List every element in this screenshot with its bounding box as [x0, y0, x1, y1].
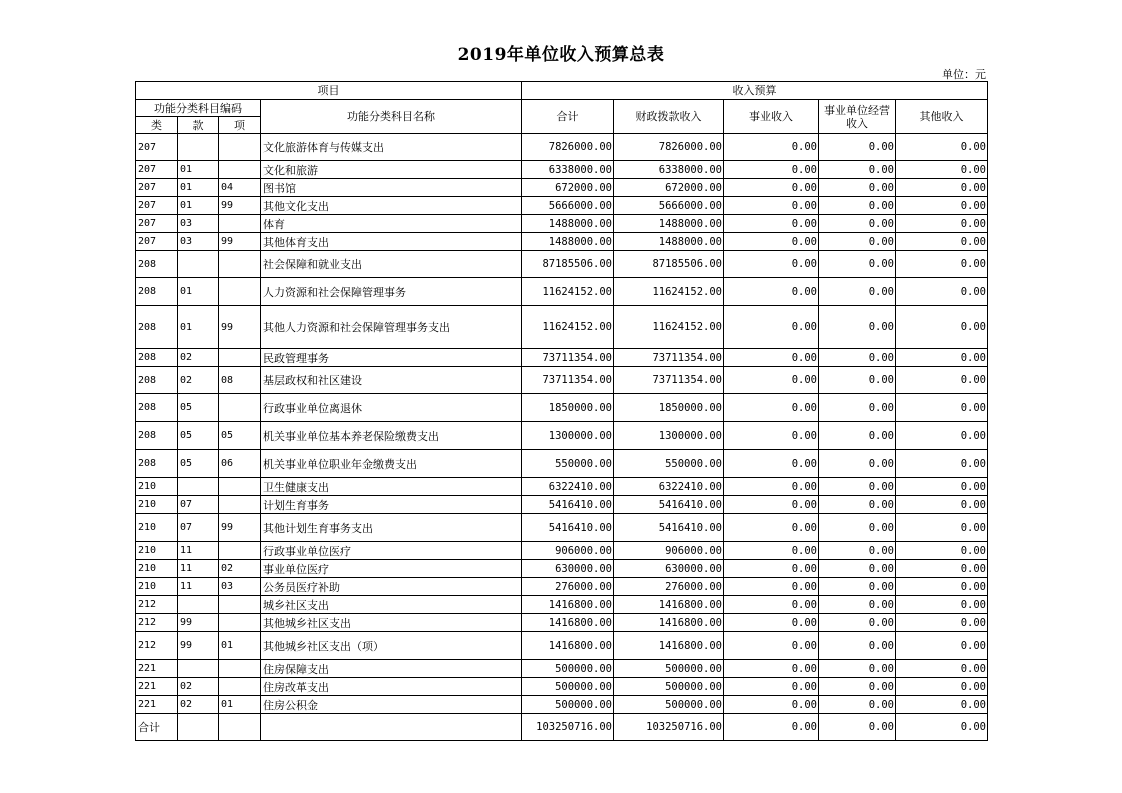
table-row	[136, 422, 988, 450]
row-total: 906000.00	[522, 542, 614, 560]
row-business: 0.00	[724, 514, 819, 542]
row-fiscal: 73711354.00	[614, 349, 724, 367]
row-total: 73711354.00	[522, 349, 614, 367]
table-row	[136, 542, 988, 560]
row-kuan: 01	[178, 179, 219, 197]
row-xiang: 03	[219, 578, 261, 596]
header-other: 其他收入	[896, 100, 988, 134]
row-xiang	[219, 161, 261, 179]
row-fiscal: 630000.00	[614, 560, 724, 578]
row-kuan	[178, 251, 219, 278]
row-other: 0.00	[896, 578, 988, 596]
row-total: 500000.00	[522, 660, 614, 678]
row-fiscal: 500000.00	[614, 660, 724, 678]
row-total: 500000.00	[522, 696, 614, 714]
row-kuan	[178, 478, 219, 496]
row-kuan: 03	[178, 233, 219, 251]
row-operating: 0.00	[819, 560, 896, 578]
row-xiang	[219, 660, 261, 678]
row-fiscal: 1416800.00	[614, 632, 724, 660]
row-lei: 210	[136, 478, 178, 496]
row-operating: 0.00	[819, 578, 896, 596]
row-name: 住房改革支出	[261, 678, 522, 696]
totals-row	[136, 714, 988, 741]
table-row	[136, 179, 988, 197]
row-business: 0.00	[724, 306, 819, 349]
row-fiscal: 1300000.00	[614, 422, 724, 450]
row-fiscal: 1488000.00	[614, 215, 724, 233]
row-other: 0.00	[896, 233, 988, 251]
row-total: 1416800.00	[522, 632, 614, 660]
row-xiang	[219, 134, 261, 161]
row-kuan: 01	[178, 161, 219, 179]
row-kuan: 99	[178, 614, 219, 632]
header-xiang: 项	[219, 117, 261, 134]
row-xiang	[219, 349, 261, 367]
row-total: 11624152.00	[522, 278, 614, 306]
row-business: 0.00	[724, 161, 819, 179]
row-business: 0.00	[724, 422, 819, 450]
row-kuan: 02	[178, 367, 219, 394]
row-other: 0.00	[896, 696, 988, 714]
row-business: 0.00	[724, 278, 819, 306]
header-income-budget: 收入预算	[522, 82, 988, 100]
row-name: 公务员医疗补助	[261, 578, 522, 596]
row-operating: 0.00	[819, 496, 896, 514]
header-func-name: 功能分类科目名称	[261, 100, 522, 134]
row-total: 73711354.00	[522, 367, 614, 394]
row-other: 0.00	[896, 560, 988, 578]
row-business: 0.00	[724, 632, 819, 660]
row-xiang: 99	[219, 514, 261, 542]
row-lei: 208	[136, 349, 178, 367]
row-xiang	[219, 251, 261, 278]
row-kuan: 01	[178, 278, 219, 306]
row-total: 5666000.00	[522, 197, 614, 215]
row-name: 卫生健康支出	[261, 478, 522, 496]
row-lei: 210	[136, 560, 178, 578]
row-total: 5416410.00	[522, 496, 614, 514]
table-row	[136, 306, 988, 349]
row-lei: 210	[136, 514, 178, 542]
row-operating: 0.00	[819, 632, 896, 660]
row-operating: 0.00	[819, 678, 896, 696]
row-lei: 208	[136, 450, 178, 478]
row-xiang	[219, 478, 261, 496]
totals-empty-xiang	[219, 714, 261, 741]
row-xiang	[219, 394, 261, 422]
row-fiscal: 73711354.00	[614, 367, 724, 394]
row-other: 0.00	[896, 306, 988, 349]
row-kuan: 01	[178, 197, 219, 215]
table-row	[136, 251, 988, 278]
table-row	[136, 215, 988, 233]
row-xiang: 06	[219, 450, 261, 478]
row-other: 0.00	[896, 660, 988, 678]
row-total: 630000.00	[522, 560, 614, 578]
row-total: 5416410.00	[522, 514, 614, 542]
row-other: 0.00	[896, 514, 988, 542]
row-other: 0.00	[896, 251, 988, 278]
header-operating: 事业单位经营收入	[819, 100, 896, 134]
row-business: 0.00	[724, 542, 819, 560]
row-total: 1488000.00	[522, 215, 614, 233]
row-total: 1300000.00	[522, 422, 614, 450]
row-name: 人力资源和社会保障管理事务	[261, 278, 522, 306]
row-other: 0.00	[896, 596, 988, 614]
row-business: 0.00	[724, 496, 819, 514]
row-operating: 0.00	[819, 514, 896, 542]
row-business: 0.00	[724, 233, 819, 251]
row-business: 0.00	[724, 478, 819, 496]
row-business: 0.00	[724, 134, 819, 161]
row-other: 0.00	[896, 422, 988, 450]
row-lei: 212	[136, 632, 178, 660]
row-business: 0.00	[724, 560, 819, 578]
row-xiang	[219, 678, 261, 696]
table-row	[136, 660, 988, 678]
row-name: 其他城乡社区支出	[261, 614, 522, 632]
header-item: 项目	[136, 82, 522, 100]
row-fiscal: 500000.00	[614, 678, 724, 696]
row-lei: 212	[136, 614, 178, 632]
row-xiang: 01	[219, 632, 261, 660]
totals-label: 合计	[136, 714, 178, 741]
row-fiscal: 1416800.00	[614, 614, 724, 632]
row-fiscal: 500000.00	[614, 696, 724, 714]
row-business: 0.00	[724, 349, 819, 367]
row-lei: 207	[136, 197, 178, 215]
row-name: 文化和旅游	[261, 161, 522, 179]
table-body	[136, 134, 988, 714]
row-name: 体育	[261, 215, 522, 233]
row-kuan: 07	[178, 496, 219, 514]
row-operating: 0.00	[819, 251, 896, 278]
totals-total: 103250716.00	[522, 714, 614, 741]
row-lei: 208	[136, 251, 178, 278]
row-business: 0.00	[724, 394, 819, 422]
row-kuan	[178, 134, 219, 161]
row-kuan: 05	[178, 422, 219, 450]
row-kuan: 02	[178, 696, 219, 714]
row-other: 0.00	[896, 478, 988, 496]
totals-other: 0.00	[896, 714, 988, 741]
row-business: 0.00	[724, 614, 819, 632]
row-name: 文化旅游体育与传媒支出	[261, 134, 522, 161]
row-xiang: 99	[219, 233, 261, 251]
row-xiang	[219, 614, 261, 632]
row-name: 计划生育事务	[261, 496, 522, 514]
row-business: 0.00	[724, 660, 819, 678]
row-other: 0.00	[896, 349, 988, 367]
row-total: 1416800.00	[522, 596, 614, 614]
row-other: 0.00	[896, 496, 988, 514]
row-xiang	[219, 596, 261, 614]
row-total: 1850000.00	[522, 394, 614, 422]
row-fiscal: 11624152.00	[614, 306, 724, 349]
row-operating: 0.00	[819, 660, 896, 678]
row-operating: 0.00	[819, 696, 896, 714]
row-name: 机关事业单位基本养老保险缴费支出	[261, 422, 522, 450]
header-lei: 类	[136, 117, 178, 134]
row-name: 其他文化支出	[261, 197, 522, 215]
row-fiscal: 7826000.00	[614, 134, 724, 161]
table-row	[136, 696, 988, 714]
row-other: 0.00	[896, 632, 988, 660]
table-row	[136, 349, 988, 367]
row-name: 事业单位医疗	[261, 560, 522, 578]
row-xiang	[219, 542, 261, 560]
row-xiang	[219, 278, 261, 306]
row-name: 机关事业单位职业年金缴费支出	[261, 450, 522, 478]
row-name: 住房公积金	[261, 696, 522, 714]
row-kuan: 05	[178, 450, 219, 478]
row-business: 0.00	[724, 179, 819, 197]
row-name: 其他体育支出	[261, 233, 522, 251]
row-kuan	[178, 660, 219, 678]
row-operating: 0.00	[819, 278, 896, 306]
row-name: 其他城乡社区支出（项）	[261, 632, 522, 660]
row-name: 民政管理事务	[261, 349, 522, 367]
unit-label: 单位：元	[942, 68, 986, 81]
row-fiscal: 906000.00	[614, 542, 724, 560]
row-kuan: 02	[178, 349, 219, 367]
row-lei: 207	[136, 161, 178, 179]
row-xiang: 08	[219, 367, 261, 394]
row-operating: 0.00	[819, 179, 896, 197]
row-business: 0.00	[724, 678, 819, 696]
row-fiscal: 6338000.00	[614, 161, 724, 179]
row-fiscal: 1850000.00	[614, 394, 724, 422]
row-name: 图书馆	[261, 179, 522, 197]
row-business: 0.00	[724, 596, 819, 614]
row-lei: 208	[136, 422, 178, 450]
row-operating: 0.00	[819, 134, 896, 161]
table-row	[136, 596, 988, 614]
table-row	[136, 197, 988, 215]
row-other: 0.00	[896, 542, 988, 560]
row-total: 6322410.00	[522, 478, 614, 496]
row-lei: 207	[136, 215, 178, 233]
row-xiang: 02	[219, 560, 261, 578]
row-operating: 0.00	[819, 542, 896, 560]
row-other: 0.00	[896, 367, 988, 394]
row-other: 0.00	[896, 450, 988, 478]
row-xiang	[219, 496, 261, 514]
row-lei: 207	[136, 233, 178, 251]
row-operating: 0.00	[819, 394, 896, 422]
row-total: 11624152.00	[522, 306, 614, 349]
row-xiang	[219, 215, 261, 233]
table-row	[136, 278, 988, 306]
row-lei: 210	[136, 578, 178, 596]
row-operating: 0.00	[819, 349, 896, 367]
row-name: 基层政权和社区建设	[261, 367, 522, 394]
row-operating: 0.00	[819, 367, 896, 394]
row-fiscal: 1488000.00	[614, 233, 724, 251]
row-operating: 0.00	[819, 478, 896, 496]
table-row	[136, 578, 988, 596]
row-fiscal: 672000.00	[614, 179, 724, 197]
header-business: 事业收入	[724, 100, 819, 134]
row-business: 0.00	[724, 696, 819, 714]
row-lei: 212	[136, 596, 178, 614]
row-lei: 208	[136, 278, 178, 306]
row-other: 0.00	[896, 197, 988, 215]
row-lei: 210	[136, 496, 178, 514]
row-kuan: 11	[178, 542, 219, 560]
row-total: 1416800.00	[522, 614, 614, 632]
row-xiang: 01	[219, 696, 261, 714]
table-row	[136, 450, 988, 478]
row-other: 0.00	[896, 678, 988, 696]
row-operating: 0.00	[819, 161, 896, 179]
row-operating: 0.00	[819, 422, 896, 450]
row-fiscal: 11624152.00	[614, 278, 724, 306]
row-name: 行政事业单位离退休	[261, 394, 522, 422]
row-lei: 208	[136, 306, 178, 349]
row-xiang: 99	[219, 197, 261, 215]
row-business: 0.00	[724, 251, 819, 278]
table-row	[136, 678, 988, 696]
table-row	[136, 367, 988, 394]
row-kuan: 01	[178, 306, 219, 349]
table-row	[136, 632, 988, 660]
header-fiscal: 财政拨款收入	[614, 100, 724, 134]
row-fiscal: 5416410.00	[614, 496, 724, 514]
row-business: 0.00	[724, 215, 819, 233]
table-row	[136, 478, 988, 496]
row-xiang: 04	[219, 179, 261, 197]
row-other: 0.00	[896, 215, 988, 233]
row-other: 0.00	[896, 278, 988, 306]
row-lei: 210	[136, 542, 178, 560]
row-operating: 0.00	[819, 215, 896, 233]
totals-operating: 0.00	[819, 714, 896, 741]
row-business: 0.00	[724, 367, 819, 394]
totals-empty-kuan	[178, 714, 219, 741]
table-row	[136, 233, 988, 251]
row-lei: 221	[136, 696, 178, 714]
row-kuan: 07	[178, 514, 219, 542]
header-func-code: 功能分类科目编码	[136, 100, 261, 117]
row-name: 住房保障支出	[261, 660, 522, 678]
table-row	[136, 134, 988, 161]
row-lei: 208	[136, 394, 178, 422]
row-business: 0.00	[724, 450, 819, 478]
table-row	[136, 496, 988, 514]
row-total: 1488000.00	[522, 233, 614, 251]
row-lei: 221	[136, 678, 178, 696]
row-other: 0.00	[896, 134, 988, 161]
table-row	[136, 161, 988, 179]
row-total: 276000.00	[522, 578, 614, 596]
row-lei: 208	[136, 367, 178, 394]
row-kuan: 05	[178, 394, 219, 422]
row-fiscal: 276000.00	[614, 578, 724, 596]
row-xiang: 05	[219, 422, 261, 450]
row-name: 其他人力资源和社会保障管理事务支出	[261, 306, 522, 349]
row-business: 0.00	[724, 197, 819, 215]
row-fiscal: 5416410.00	[614, 514, 724, 542]
row-other: 0.00	[896, 179, 988, 197]
row-operating: 0.00	[819, 233, 896, 251]
row-total: 87185506.00	[522, 251, 614, 278]
row-total: 7826000.00	[522, 134, 614, 161]
row-business: 0.00	[724, 578, 819, 596]
row-name: 其他计划生育事务支出	[261, 514, 522, 542]
income-budget-table	[135, 81, 988, 741]
row-fiscal: 5666000.00	[614, 197, 724, 215]
row-name: 行政事业单位医疗	[261, 542, 522, 560]
row-total: 6338000.00	[522, 161, 614, 179]
totals-fiscal: 103250716.00	[614, 714, 724, 741]
row-kuan: 99	[178, 632, 219, 660]
table-row	[136, 514, 988, 542]
header-kuan: 款	[178, 117, 219, 134]
row-lei: 221	[136, 660, 178, 678]
row-operating: 0.00	[819, 450, 896, 478]
row-other: 0.00	[896, 614, 988, 632]
row-total: 672000.00	[522, 179, 614, 197]
row-total: 500000.00	[522, 678, 614, 696]
row-kuan: 11	[178, 560, 219, 578]
row-fiscal: 6322410.00	[614, 478, 724, 496]
totals-business: 0.00	[724, 714, 819, 741]
row-operating: 0.00	[819, 596, 896, 614]
row-fiscal: 1416800.00	[614, 596, 724, 614]
row-other: 0.00	[896, 161, 988, 179]
row-other: 0.00	[896, 394, 988, 422]
row-total: 550000.00	[522, 450, 614, 478]
row-fiscal: 550000.00	[614, 450, 724, 478]
row-kuan: 11	[178, 578, 219, 596]
row-lei: 207	[136, 134, 178, 161]
table-row	[136, 560, 988, 578]
row-name: 城乡社区支出	[261, 596, 522, 614]
row-xiang: 99	[219, 306, 261, 349]
row-operating: 0.00	[819, 197, 896, 215]
row-kuan	[178, 596, 219, 614]
header-total: 合计	[522, 100, 614, 134]
row-operating: 0.00	[819, 614, 896, 632]
row-name: 社会保障和就业支出	[261, 251, 522, 278]
row-lei: 207	[136, 179, 178, 197]
page-title: 2019年单位收入预算总表	[457, 45, 665, 65]
row-operating: 0.00	[819, 306, 896, 349]
row-kuan: 03	[178, 215, 219, 233]
totals-empty-name	[261, 714, 522, 741]
row-kuan: 02	[178, 678, 219, 696]
table-row	[136, 614, 988, 632]
table-row	[136, 394, 988, 422]
row-fiscal: 87185506.00	[614, 251, 724, 278]
